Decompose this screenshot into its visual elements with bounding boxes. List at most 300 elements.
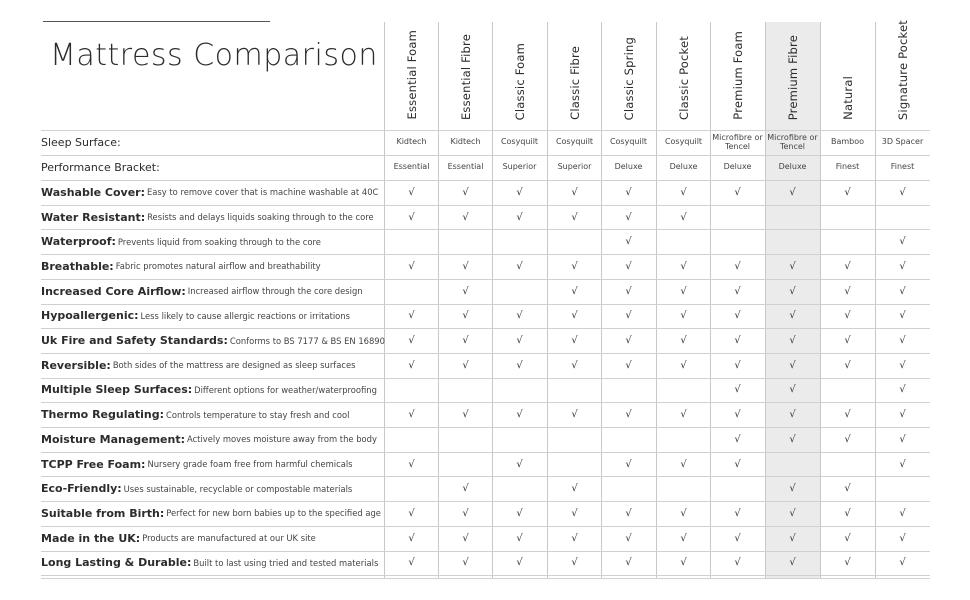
check-cell — [820, 328, 875, 353]
check-cell — [710, 501, 765, 526]
check-cell — [492, 526, 547, 551]
check-icon: √ — [408, 409, 415, 421]
check-icon: √ — [844, 433, 851, 445]
check-icon: √ — [462, 483, 469, 495]
check-cell — [710, 402, 765, 427]
check-icon: √ — [789, 532, 796, 544]
row-label — [41, 130, 121, 155]
feature-name: Eco-Friendly: — [41, 482, 122, 496]
check-icon: √ — [789, 433, 796, 445]
check-cell — [384, 427, 439, 452]
check-cell — [710, 254, 765, 279]
check-cell — [710, 304, 765, 329]
check-cell — [601, 254, 656, 279]
row-label — [41, 254, 321, 279]
check-icon: √ — [571, 507, 578, 519]
check-cell — [547, 304, 602, 329]
check-cell — [492, 279, 547, 304]
row-label — [41, 402, 349, 427]
check-icon: √ — [899, 186, 906, 198]
check-cell — [492, 304, 547, 329]
check-cell — [820, 402, 875, 427]
column-header — [656, 22, 711, 120]
check-icon: √ — [789, 384, 796, 396]
check-icon: √ — [571, 557, 578, 569]
check-cell — [820, 378, 875, 403]
check-icon: √ — [625, 285, 632, 297]
check-cell — [384, 551, 439, 576]
check-icon: √ — [625, 532, 632, 544]
check-cell — [875, 254, 930, 279]
row-label — [41, 205, 374, 230]
check-cell — [438, 279, 493, 304]
row-label — [41, 279, 363, 304]
check-cell — [601, 551, 656, 576]
check-icon: √ — [625, 260, 632, 272]
column-header-label: Premium Foam — [730, 31, 745, 120]
check-cell — [492, 328, 547, 353]
check-cell — [492, 353, 547, 378]
check-cell — [820, 205, 875, 230]
row-label — [41, 304, 350, 329]
check-cell — [438, 229, 493, 254]
check-cell — [656, 353, 711, 378]
check-cell — [820, 526, 875, 551]
check-cell — [820, 304, 875, 329]
check-cell — [875, 526, 930, 551]
check-icon: √ — [680, 507, 687, 519]
check-icon: √ — [899, 310, 906, 322]
check-cell — [547, 526, 602, 551]
check-cell — [656, 402, 711, 427]
check-icon: √ — [899, 285, 906, 297]
check-cell — [820, 254, 875, 279]
check-cell — [438, 180, 493, 205]
check-icon: √ — [680, 285, 687, 297]
check-icon: √ — [462, 532, 469, 544]
check-icon: √ — [516, 359, 523, 371]
check-icon: √ — [516, 507, 523, 519]
check-cell — [438, 328, 493, 353]
feature-description: Different options for weather/waterproofing — [194, 384, 377, 395]
check-icon: √ — [844, 532, 851, 544]
check-icon: √ — [734, 335, 741, 347]
check-cell — [765, 501, 820, 526]
value-cell: Microfibre or Tencel — [767, 132, 818, 151]
column-header-label: Classic Spring — [621, 36, 636, 120]
check-cell — [710, 476, 765, 501]
column-header — [547, 22, 602, 120]
check-cell — [384, 229, 439, 254]
check-icon: √ — [680, 359, 687, 371]
check-cell — [601, 402, 656, 427]
check-cell — [875, 229, 930, 254]
check-cell — [765, 353, 820, 378]
row-label — [41, 501, 381, 526]
check-cell — [710, 229, 765, 254]
check-icon: √ — [734, 285, 741, 297]
page-title: Mattress Comparison — [50, 38, 378, 73]
check-cell — [492, 378, 547, 403]
check-cell — [547, 229, 602, 254]
check-icon: √ — [789, 186, 796, 198]
check-icon: √ — [571, 483, 578, 495]
check-cell — [384, 526, 439, 551]
check-icon: √ — [734, 433, 741, 445]
check-icon: √ — [734, 557, 741, 569]
column-header — [820, 22, 875, 120]
check-cell — [601, 353, 656, 378]
check-icon: √ — [516, 409, 523, 421]
feature-name: Hypoallergenic: — [41, 309, 139, 323]
check-icon: √ — [462, 260, 469, 272]
check-cell — [710, 551, 765, 576]
check-cell — [710, 378, 765, 403]
check-cell — [656, 279, 711, 304]
check-icon: √ — [734, 310, 741, 322]
check-cell — [601, 452, 656, 477]
check-icon: √ — [844, 310, 851, 322]
check-cell — [601, 229, 656, 254]
value-cell: Deluxe — [778, 162, 807, 172]
check-cell — [710, 452, 765, 477]
check-icon: √ — [734, 409, 741, 421]
check-cell — [820, 551, 875, 576]
check-icon: √ — [625, 557, 632, 569]
check-icon: √ — [844, 285, 851, 297]
check-cell — [875, 304, 930, 329]
value-cell: Superior — [502, 162, 537, 172]
check-icon: √ — [734, 458, 741, 470]
column-header-label: Signature Pocket — [895, 19, 910, 120]
check-cell — [438, 452, 493, 477]
check-icon: √ — [408, 211, 415, 223]
feature-name: Waterproof: — [41, 235, 116, 249]
check-icon: √ — [625, 458, 632, 470]
check-cell — [820, 501, 875, 526]
column-header-label: Classic Fibre — [567, 46, 582, 120]
check-cell — [656, 205, 711, 230]
check-cell — [765, 229, 820, 254]
check-cell — [438, 304, 493, 329]
check-cell — [875, 476, 930, 501]
check-cell — [875, 328, 930, 353]
feature-description: Both sides of the mattress are designed as sleep surfaces — [112, 360, 356, 371]
check-icon: √ — [734, 359, 741, 371]
check-icon: √ — [844, 507, 851, 519]
feature-description: Resists and delays liquids soaking through to the core — [147, 212, 374, 223]
feature-name: Thermo Regulating: — [41, 408, 165, 422]
column-header-label: Essential Foam — [404, 30, 419, 120]
check-icon: √ — [462, 507, 469, 519]
check-cell — [710, 526, 765, 551]
check-icon: √ — [899, 384, 906, 396]
check-cell — [875, 353, 930, 378]
check-icon: √ — [571, 409, 578, 421]
check-cell — [710, 180, 765, 205]
feature-description: Built to last using tried and tested materials — [193, 557, 379, 568]
row-label — [41, 427, 377, 452]
check-icon: √ — [462, 359, 469, 371]
check-icon: √ — [899, 507, 906, 519]
check-cell — [547, 476, 602, 501]
check-icon: √ — [408, 458, 415, 470]
feature-name: Multiple Sleep Surfaces: — [41, 383, 193, 397]
row-label — [41, 180, 378, 205]
check-cell — [875, 279, 930, 304]
check-icon: √ — [680, 310, 687, 322]
check-cell — [875, 501, 930, 526]
row-label — [41, 378, 377, 403]
check-icon: √ — [734, 507, 741, 519]
check-cell — [820, 279, 875, 304]
feature-description: Controls temperature to stay fresh and cool — [166, 409, 350, 420]
check-cell — [492, 402, 547, 427]
check-icon: √ — [899, 433, 906, 445]
feature-name: Sleep Surface: — [41, 136, 121, 149]
check-cell — [656, 501, 711, 526]
value-cell: Deluxe — [723, 162, 752, 172]
check-cell — [438, 476, 493, 501]
value-cell: Microfibre or Tencel — [712, 132, 763, 151]
check-icon: √ — [516, 557, 523, 569]
check-cell — [820, 180, 875, 205]
check-cell — [765, 328, 820, 353]
check-cell — [710, 353, 765, 378]
check-cell — [656, 551, 711, 576]
check-icon: √ — [899, 409, 906, 421]
feature-description: Prevents liquid from soaking through to the core — [117, 236, 321, 247]
check-cell — [384, 353, 439, 378]
check-icon: √ — [844, 409, 851, 421]
check-icon: √ — [789, 260, 796, 272]
check-icon: √ — [899, 532, 906, 544]
row-divider — [41, 578, 930, 579]
check-cell — [656, 304, 711, 329]
check-cell — [547, 205, 602, 230]
check-icon: √ — [680, 557, 687, 569]
check-icon: √ — [625, 186, 632, 198]
check-icon: √ — [408, 557, 415, 569]
check-cell — [438, 205, 493, 230]
check-cell — [547, 279, 602, 304]
value-cell: Kidtech — [396, 137, 427, 147]
feature-description: Easy to remove cover that is machine washable at 40C — [146, 187, 379, 198]
check-cell — [656, 476, 711, 501]
check-cell — [492, 205, 547, 230]
check-cell — [547, 402, 602, 427]
check-icon: √ — [844, 335, 851, 347]
check-icon: √ — [408, 335, 415, 347]
check-icon: √ — [899, 359, 906, 371]
row-label — [41, 328, 385, 353]
feature-name: Made in the UK: — [41, 531, 141, 545]
check-icon: √ — [844, 260, 851, 272]
column-header — [765, 22, 820, 120]
check-icon: √ — [462, 211, 469, 223]
check-cell — [384, 476, 439, 501]
feature-name: Performance Bracket: — [41, 161, 160, 174]
feature-description: Uses sustainable, recyclable or compostable materials — [123, 483, 353, 494]
check-icon: √ — [625, 409, 632, 421]
column-header — [492, 22, 547, 120]
column-header-label: Classic Pocket — [676, 36, 691, 120]
check-icon: √ — [516, 458, 523, 470]
value-cell: Cosyquilt — [609, 137, 648, 147]
feature-description: Perfect for new born babies up to the specified age — [166, 508, 381, 519]
check-cell — [492, 551, 547, 576]
check-icon: √ — [899, 260, 906, 272]
check-cell — [875, 452, 930, 477]
check-icon: √ — [844, 483, 851, 495]
check-icon: √ — [734, 186, 741, 198]
check-icon: √ — [625, 359, 632, 371]
check-icon: √ — [462, 285, 469, 297]
check-icon: √ — [844, 186, 851, 198]
value-cell: Cosyquilt — [664, 137, 703, 147]
column-header-label: Essential Fibre — [458, 33, 473, 120]
check-cell — [765, 205, 820, 230]
row-label — [41, 526, 316, 551]
check-icon: √ — [571, 532, 578, 544]
check-icon: √ — [789, 557, 796, 569]
value-cell: Kidtech — [450, 137, 481, 147]
column-header-label: Premium Fibre — [785, 34, 800, 120]
value-cell: Finest — [890, 162, 915, 172]
check-icon: √ — [899, 335, 906, 347]
check-icon: √ — [625, 335, 632, 347]
check-cell — [765, 427, 820, 452]
check-cell — [438, 378, 493, 403]
check-cell — [875, 427, 930, 452]
check-icon: √ — [680, 458, 687, 470]
check-icon: √ — [571, 186, 578, 198]
check-cell — [710, 427, 765, 452]
check-cell — [438, 501, 493, 526]
row-label — [41, 551, 378, 576]
value-cell: Deluxe — [669, 162, 698, 172]
check-cell — [492, 476, 547, 501]
value-cell: Cosyquilt — [555, 137, 594, 147]
check-icon: √ — [680, 186, 687, 198]
check-cell — [547, 353, 602, 378]
check-cell — [384, 205, 439, 230]
check-cell — [820, 427, 875, 452]
value-cell: Finest — [835, 162, 860, 172]
feature-name: Reversible: — [41, 358, 111, 372]
check-cell — [438, 254, 493, 279]
feature-description: Actively moves moisture away from the body — [187, 434, 377, 445]
check-icon: √ — [625, 310, 632, 322]
check-cell — [438, 353, 493, 378]
check-cell — [656, 526, 711, 551]
check-icon: √ — [408, 310, 415, 322]
check-cell — [656, 328, 711, 353]
check-cell — [765, 304, 820, 329]
check-icon: √ — [516, 186, 523, 198]
check-cell — [875, 180, 930, 205]
check-icon: √ — [680, 260, 687, 272]
check-cell — [601, 378, 656, 403]
check-icon: √ — [516, 532, 523, 544]
column-header — [601, 22, 656, 120]
value-cell: Superior — [557, 162, 592, 172]
check-cell — [656, 378, 711, 403]
column-header-label: Classic Foam — [512, 42, 527, 120]
check-icon: √ — [734, 532, 741, 544]
title-rule — [43, 21, 270, 22]
check-icon: √ — [844, 557, 851, 569]
check-cell — [384, 279, 439, 304]
check-cell — [765, 254, 820, 279]
check-icon: √ — [789, 507, 796, 519]
feature-name: Uk Fire and Safety Standards: — [41, 334, 228, 348]
check-icon: √ — [680, 409, 687, 421]
check-icon: √ — [734, 384, 741, 396]
check-cell — [438, 526, 493, 551]
check-icon: √ — [789, 310, 796, 322]
feature-name: Increased Core Airflow: — [41, 284, 186, 298]
check-icon: √ — [625, 211, 632, 223]
check-cell — [601, 205, 656, 230]
check-cell — [384, 180, 439, 205]
check-cell — [601, 501, 656, 526]
feature-name: Moisture Management: — [41, 432, 185, 446]
check-cell — [765, 279, 820, 304]
check-icon: √ — [516, 335, 523, 347]
check-cell — [601, 304, 656, 329]
value-cell: Essential — [393, 162, 430, 172]
check-icon: √ — [680, 335, 687, 347]
check-cell — [765, 402, 820, 427]
check-icon: √ — [789, 285, 796, 297]
check-cell — [384, 402, 439, 427]
check-cell — [601, 279, 656, 304]
check-icon: √ — [408, 359, 415, 371]
value-cell: Deluxe — [614, 162, 643, 172]
check-cell — [547, 378, 602, 403]
check-cell — [438, 427, 493, 452]
check-cell — [492, 254, 547, 279]
check-cell — [656, 427, 711, 452]
feature-description: Products are manufactured at our UK site — [142, 533, 316, 544]
check-icon: √ — [899, 236, 906, 248]
check-cell — [765, 180, 820, 205]
check-cell — [547, 427, 602, 452]
check-cell — [765, 551, 820, 576]
check-cell — [438, 402, 493, 427]
check-icon: √ — [571, 335, 578, 347]
check-icon: √ — [462, 409, 469, 421]
check-cell — [384, 254, 439, 279]
check-cell — [492, 180, 547, 205]
check-icon: √ — [516, 211, 523, 223]
value-cell: Bamboo — [830, 137, 865, 147]
check-icon: √ — [571, 310, 578, 322]
column-header — [710, 22, 765, 120]
check-icon: √ — [680, 532, 687, 544]
check-icon: √ — [462, 310, 469, 322]
check-icon: √ — [899, 557, 906, 569]
check-cell — [710, 205, 765, 230]
check-cell — [384, 304, 439, 329]
check-cell — [384, 452, 439, 477]
check-cell — [492, 229, 547, 254]
check-icon: √ — [734, 260, 741, 272]
feature-name: Breathable: — [41, 259, 114, 273]
row-label — [41, 353, 356, 378]
check-icon: √ — [625, 507, 632, 519]
